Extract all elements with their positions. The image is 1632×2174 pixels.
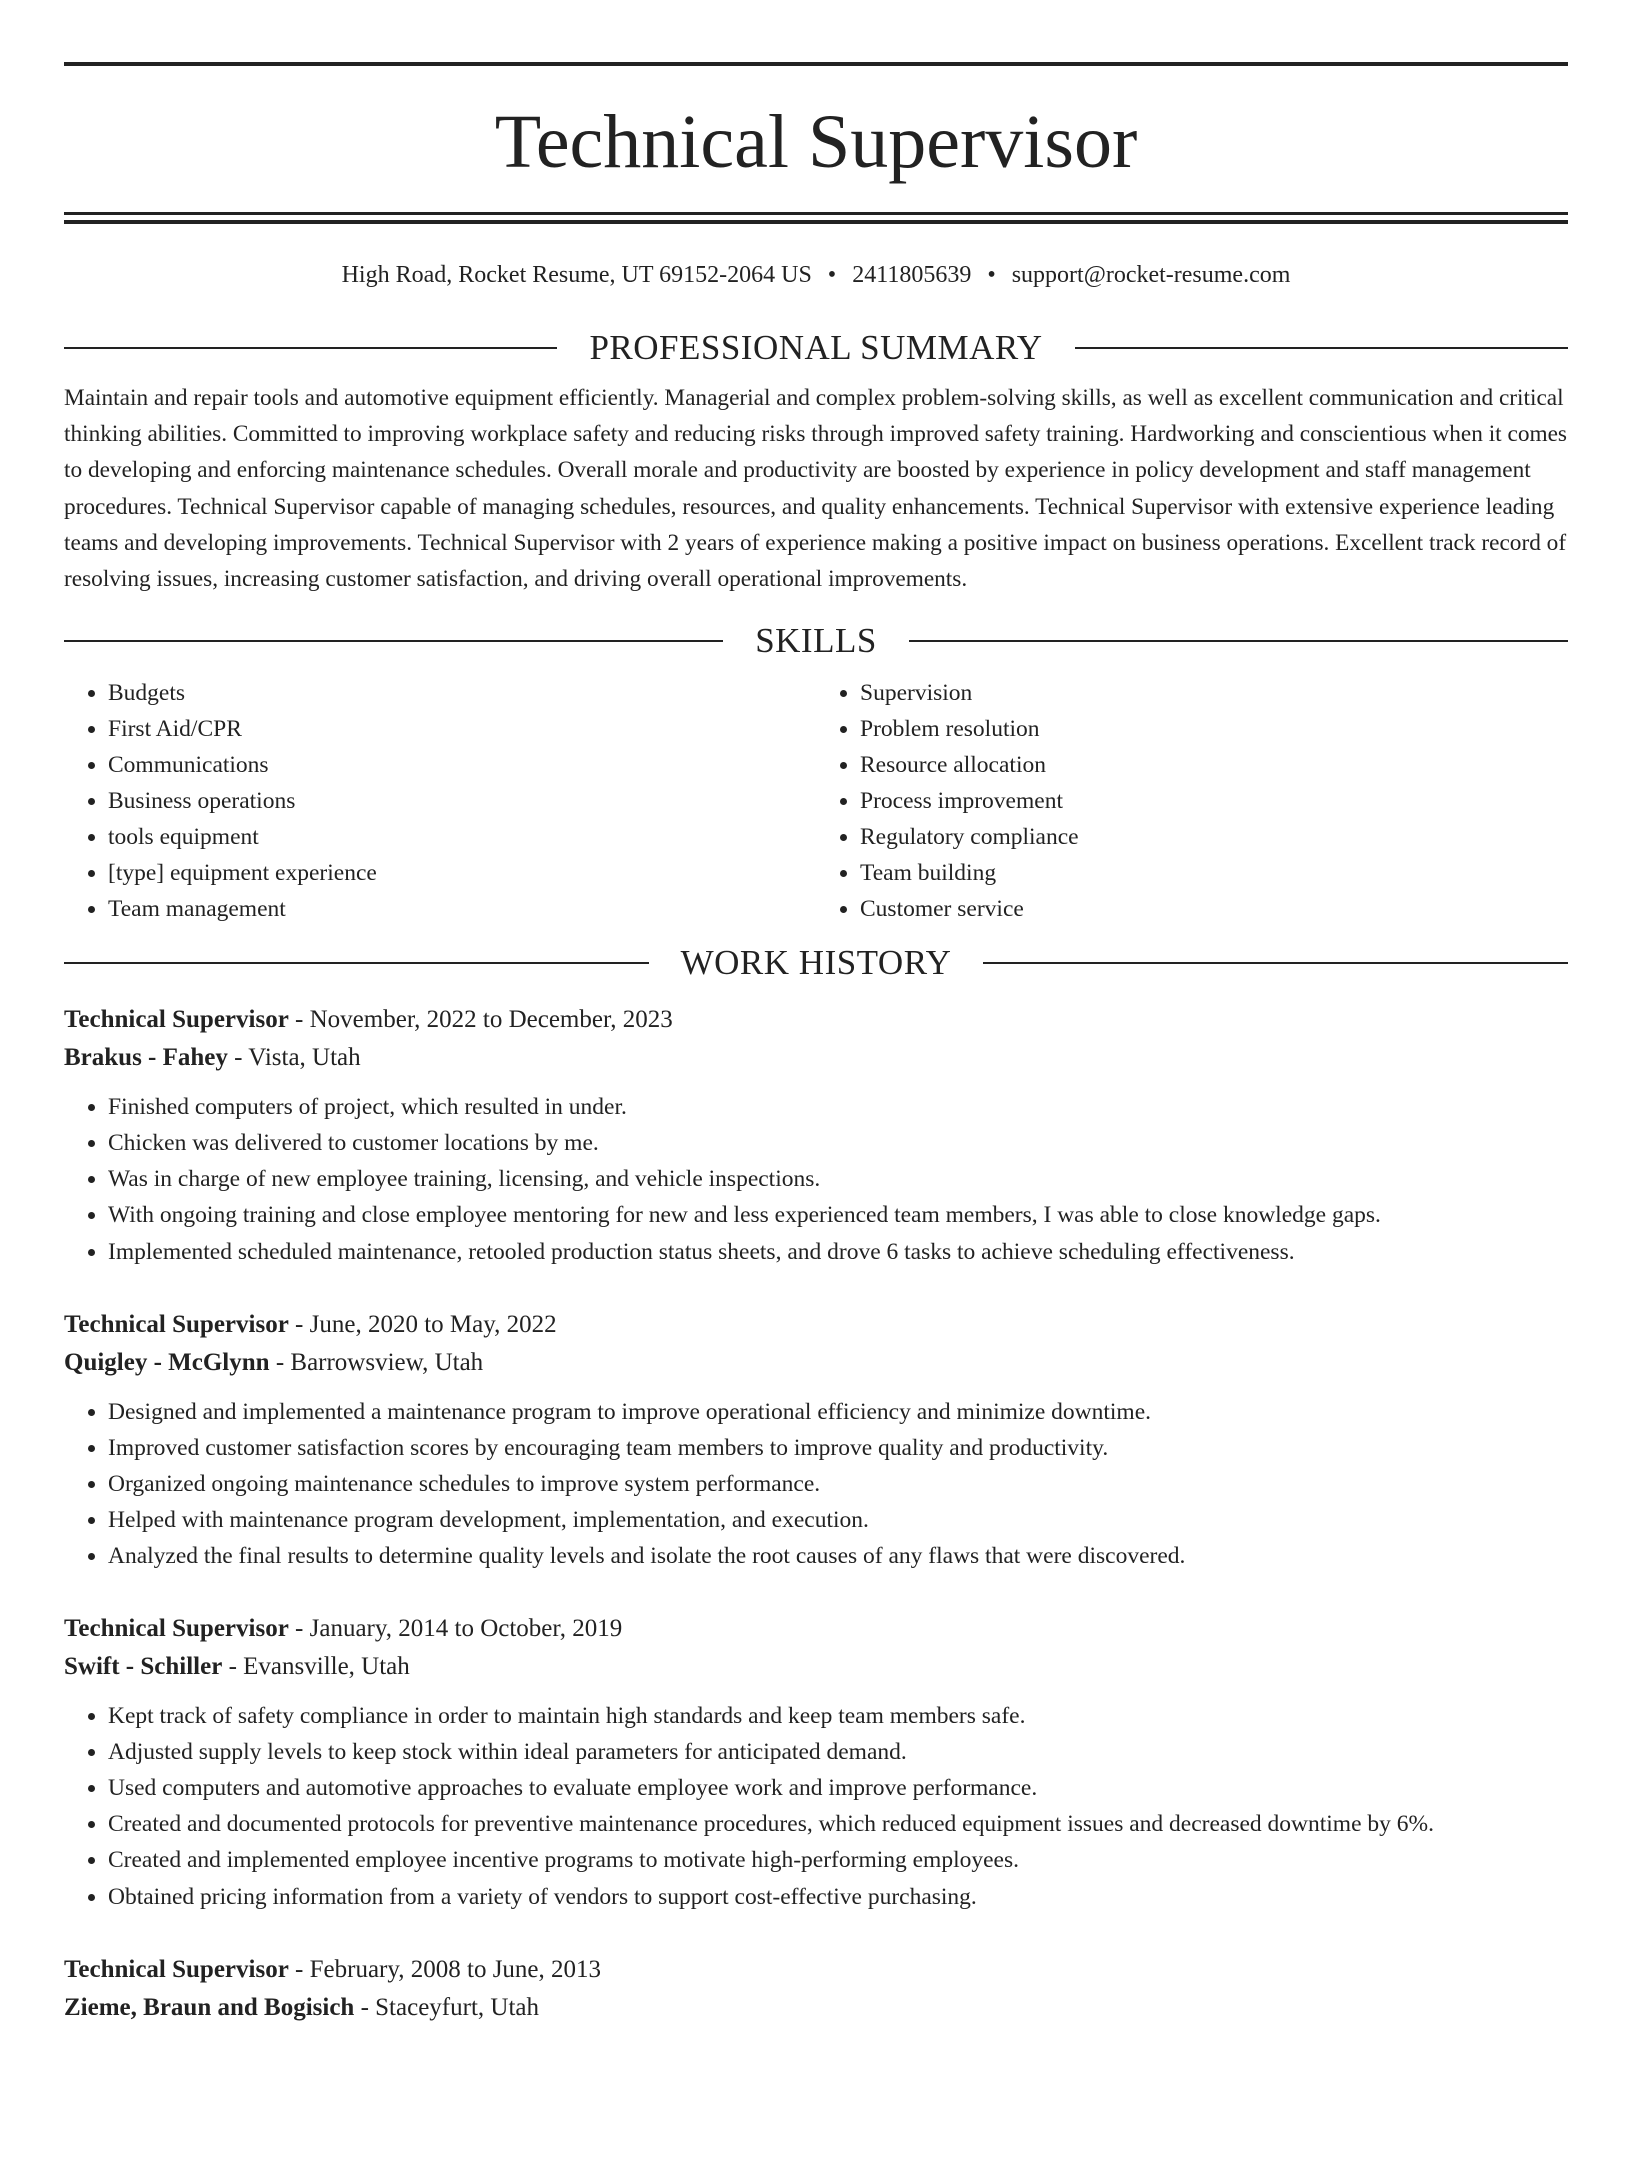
summary-heading-text: PROFESSIONAL SUMMARY: [589, 328, 1043, 367]
job-bullets: [64, 1698, 1568, 1915]
skills-heading: [64, 621, 1568, 661]
skill-item: • Supervision: [860, 675, 1568, 711]
job-dates: February, 2008 to June, 2013: [309, 1955, 602, 1983]
heading-rule: [64, 347, 557, 349]
job-separator: -: [288, 1615, 310, 1643]
job-bullet: • Created and implemented employee incentive programs to motivate high-performing employees.: [108, 1842, 1568, 1878]
job-company: Brakus - Fahey: [64, 1044, 228, 1072]
job-bullet: • Obtained pricing information from a variety of vendors to support cost-effective purchasing.: [108, 1879, 1568, 1915]
skills-column-right: [816, 675, 1568, 928]
job-separator: -: [288, 1006, 310, 1034]
skill-item: • [type] equipment experience: [108, 855, 816, 891]
job-entry: [64, 1951, 1568, 2027]
job-bullet: • Used computers and automotive approaches to evaluate employee work and improve performance.: [108, 1770, 1568, 1806]
job-title-line: [64, 1001, 1568, 1039]
job-title-line: [64, 1610, 1568, 1648]
job-bullets: [64, 1394, 1568, 1574]
heading-rule: [1075, 347, 1568, 349]
job-dates: June, 2020 to May, 2022: [309, 1310, 557, 1338]
job-bullet: • Adjusted supply levels to keep stock within ideal parameters for anticipated demand.: [108, 1734, 1568, 1770]
job-separator: -: [354, 1993, 376, 2021]
double-rule: [64, 212, 1568, 224]
job-bullets: [64, 1089, 1568, 1269]
top-rule: [64, 62, 1568, 66]
job-bullet: • Finished computers of project, which resulted in under.: [108, 1089, 1568, 1125]
job-bullet: • Helped with maintenance program development, implementation, and execution.: [108, 1502, 1568, 1538]
work-history-heading: [64, 943, 1568, 983]
job-entry: [64, 1001, 1568, 1269]
skills-column-left: [64, 675, 816, 928]
job-entry: [64, 1306, 1568, 1574]
job-bullet: • Implemented scheduled maintenance, retooled production status sheets, and drove 6 tasks to achieve scheduling effectiveness.: [108, 1234, 1568, 1270]
job-company-line: [64, 1989, 1568, 2027]
resume-page: [0, 62, 1632, 2174]
job-bullet: • Was in charge of new employee training, licensing, and vehicle inspections.: [108, 1161, 1568, 1197]
job-bullet: • Analyzed the final results to determine quality levels and isolate the root causes of any flaws that were discovered.: [108, 1538, 1568, 1574]
contact-separator: •: [827, 262, 837, 288]
skill-item: • Resource allocation: [860, 747, 1568, 783]
skill-item: • Communications: [108, 747, 816, 783]
skill-item: • Budgets: [108, 675, 816, 711]
skill-item: • Business operations: [108, 783, 816, 819]
job-company-line: [64, 1039, 1568, 1077]
job-separator: -: [222, 1653, 244, 1681]
heading-rule: [64, 962, 649, 964]
job-company-line: [64, 1648, 1568, 1686]
job-location: Evansville, Utah: [243, 1653, 410, 1681]
job-bullet: • Chicken was delivered to customer locations by me.: [108, 1125, 1568, 1161]
contact-email: support@rocket-resume.com: [1011, 262, 1291, 288]
job-entry: [64, 1610, 1568, 1915]
job-bullet: • With ongoing training and close employee mentoring for new and less experienced team members, I was able to close knowledge gaps.: [108, 1197, 1568, 1233]
contact-phone: 2411805639: [852, 262, 972, 288]
contact-line: [64, 260, 1568, 290]
job-company: Quigley - McGlynn: [64, 1348, 270, 1376]
job-title: Technical Supervisor: [64, 1310, 289, 1338]
job-bullet: • Designed and implemented a maintenance program to improve operational efficiency and minimize downtime.: [108, 1394, 1568, 1430]
job-title-line: [64, 1306, 1568, 1344]
job-bullet: • Improved customer satisfaction scores by encouraging team members to improve quality and productivity.: [108, 1430, 1568, 1466]
heading-rule: [64, 640, 723, 642]
job-separator: -: [227, 1044, 249, 1072]
skill-item: • Regulatory compliance: [860, 819, 1568, 855]
job-bullet: • Created and documented protocols for preventive maintenance procedures, which reduced equipment issues and decreased downtime by 6%.: [108, 1806, 1568, 1842]
job-title: Technical Supervisor: [64, 1006, 289, 1034]
job-title: Technical Supervisor: [64, 1955, 289, 1983]
summary-text: Maintain and repair tools and automotive equipment efficiently. Managerial and complex problem-solving skills, as well as excellent communication and critical thinking abilities. Committed to improving workplace safety and reducing risks through improved safety training. Hardworking and conscientious when it comes to developing and enforcing maintenance schedules. Overall morale and productivity are boosted by experience in policy development and staff management procedures. Technical Supervisor capable of managing schedules, resources, and quality enhancements. Technical Supervisor with extensive experience leading teams and developing improvements. Technical Supervisor with 2 years of experience making a positive impact on business operations. Excellent track record of resolving issues, increasing customer satisfaction, and driving overall operational improvements.: [64, 385, 1567, 593]
skill-item: • Problem resolution: [860, 711, 1568, 747]
job-company: Zieme, Braun and Bogisich: [64, 1993, 355, 2021]
job-dates: January, 2014 to October, 2019: [309, 1615, 623, 1643]
heading-rule: [909, 640, 1568, 642]
job-company-line: [64, 1344, 1568, 1382]
job-separator: -: [288, 1310, 310, 1338]
job-bullet: • Organized ongoing maintenance schedules to improve system performance.: [108, 1466, 1568, 1502]
job-title-line: [64, 1951, 1568, 1989]
skill-item: • Customer service: [860, 891, 1568, 927]
job-bullet: • Kept track of safety compliance in order to maintain high standards and keep team members safe.: [108, 1698, 1568, 1734]
job-location: Vista, Utah: [248, 1044, 361, 1072]
job-location: Staceyfurt, Utah: [375, 1993, 539, 2021]
job-company: Swift - Schiller: [64, 1653, 223, 1681]
summary-heading: [64, 328, 1568, 368]
skill-item: • Process improvement: [860, 783, 1568, 819]
skill-item: • First Aid/CPR: [108, 711, 816, 747]
job-dates: November, 2022 to December, 2023: [309, 1006, 673, 1034]
work-history-heading-text: WORK HISTORY: [680, 943, 952, 983]
skills-heading-text: SKILLS: [755, 620, 877, 660]
skill-item: • Team management: [108, 891, 816, 927]
contact-address: High Road, Rocket Resume, UT 69152-2064 US: [341, 262, 812, 288]
resume-name: Technical Supervisor: [494, 100, 1138, 184]
heading-rule: [983, 962, 1568, 964]
contact-separator: •: [987, 262, 996, 288]
skill-item: • tools equipment: [108, 819, 816, 855]
job-separator: -: [288, 1955, 310, 1983]
job-title: Technical Supervisor: [64, 1615, 289, 1643]
skills-list: [64, 675, 1568, 928]
skill-item: • Team building: [860, 855, 1568, 891]
job-location: Barrowsview, Utah: [290, 1348, 484, 1376]
job-separator: -: [269, 1348, 291, 1376]
